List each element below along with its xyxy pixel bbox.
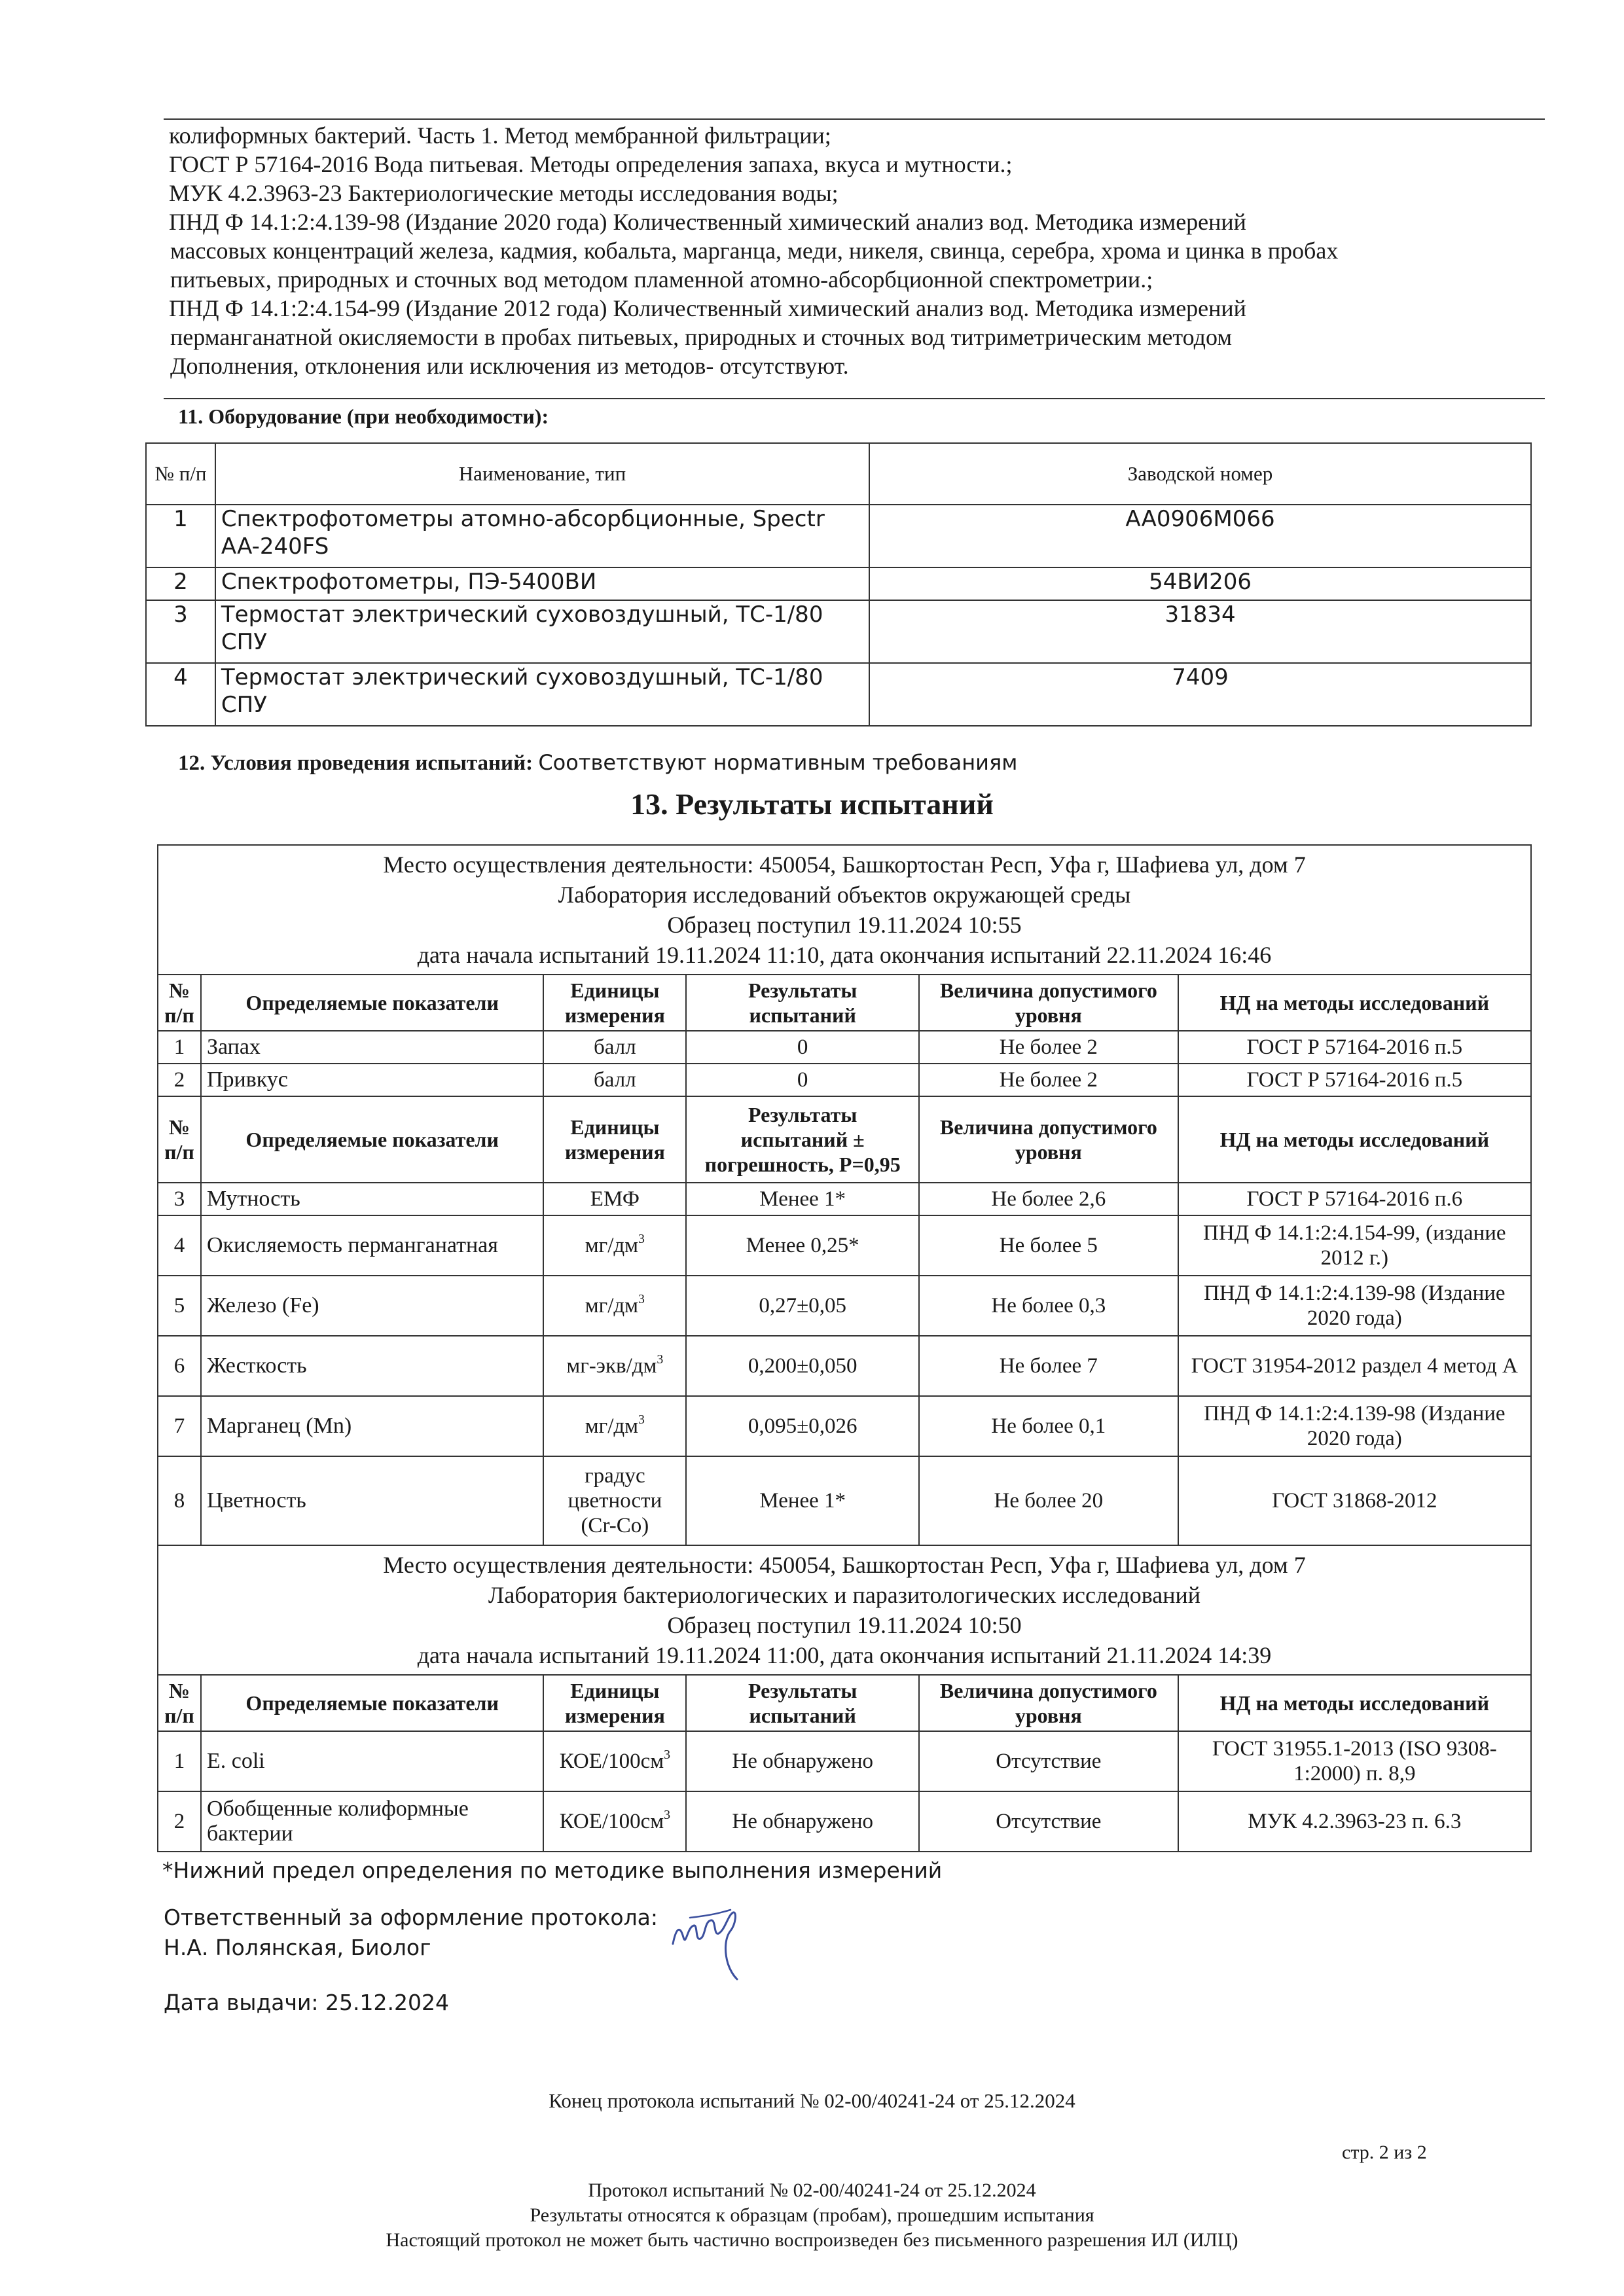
block2-received: Образец поступил 19.11.2024 10:50	[667, 1612, 1022, 1638]
block1-lab: Лаборатория исследований объектов окружающей среды	[558, 882, 1131, 908]
row-num: 8	[158, 1456, 201, 1545]
col-limit: Величина допустимого уровня	[919, 1096, 1178, 1183]
equipment-row	[146, 663, 1531, 726]
row-num: 1	[158, 1031, 201, 1064]
equipment-header-row	[146, 443, 1531, 505]
method-line: перманганатной окисляемости в пробах питьевых, природных и сточных вод титриметрическим методом	[170, 324, 1233, 350]
equipment-name: Термостат электрический суховоздушный, ТС-1/80 СПУ	[215, 663, 869, 726]
results-row	[158, 1215, 1531, 1276]
footer-copy-note: Настоящий протокол не может быть частично воспроизведен без письменного разрешения ИЛ (ИЛЦ)	[386, 2229, 1238, 2251]
results-row	[158, 1276, 1531, 1336]
footer-results-note: Результаты относятся к образцам (пробам), прошедшим испытания	[530, 2204, 1094, 2226]
row-limit: Отсутствие	[919, 1731, 1178, 1791]
col-limit: Величина допустимого уровня	[919, 975, 1178, 1031]
block1-header	[158, 845, 1531, 975]
row-units: $мг/дм^3$	[543, 1215, 686, 1276]
row-units: $мг/дм^3$	[543, 1276, 686, 1336]
footnote: *Нижний предел определения по методике выполнения измерений	[162, 1857, 943, 1883]
results-row	[158, 1396, 1531, 1456]
row-method: ПНД Ф 14.1:2:4.154-99, (издание 2012 г.)	[1178, 1215, 1531, 1276]
method-line: Дополнения, отклонения или исключения из методов- отсутствуют.	[170, 353, 849, 379]
signature	[668, 1898, 746, 1983]
row-result: 0,095±0,026	[686, 1396, 919, 1456]
row-limit: Не более 2,6	[919, 1183, 1178, 1215]
equipment-row	[146, 600, 1531, 663]
block2-lab: Лаборатория бактериологических и паразитологических исследований	[488, 1582, 1201, 1608]
page-number: стр. 2 из 2	[1342, 2142, 1427, 2163]
row-num: 6	[158, 1336, 201, 1396]
col-units: Единицы измерения	[543, 975, 686, 1031]
row-result: Не обнаружено	[686, 1731, 919, 1791]
equipment-serial: AA0906M066	[869, 505, 1531, 567]
row-result: 0,27±0,05	[686, 1276, 919, 1336]
equipment-name: Спектрофотометры атомно-абсорбционные, Spectr AA-240FS	[215, 505, 869, 567]
row-method: ГОСТ Р 57164-2016 п.5	[1178, 1031, 1531, 1064]
equipment-row	[146, 505, 1531, 567]
equipment-serial: 54ВИ206	[869, 567, 1531, 600]
row-units: КОЕ/$100см^3$	[543, 1731, 686, 1791]
row-result: Менее 0,25*	[686, 1215, 919, 1276]
results-row	[158, 1456, 1531, 1545]
block2-header	[158, 1545, 1531, 1675]
equipment-num: 4	[146, 663, 215, 726]
col-method: НД на методы исследований	[1178, 975, 1531, 1031]
row-method: ГОСТ 31868-2012	[1178, 1456, 1531, 1545]
block1-received: Образец поступил 19.11.2024 10:55	[667, 912, 1022, 938]
col-units: Единицы измерения	[543, 1096, 686, 1183]
col-num: № п/п	[158, 975, 201, 1031]
row-indicator: Запах	[201, 1031, 543, 1064]
row-result: Не обнаружено	[686, 1791, 919, 1852]
responsible-name: Н.А. Полянская, Биолог	[164, 1935, 431, 1960]
method-line: ПНД Ф 14.1:2:4.139-98 (Издание 2020 года) Количественный химический анализ вод. Методика измерений	[169, 209, 1246, 235]
methods-rule	[164, 398, 1545, 399]
equipment-num: 3	[146, 600, 215, 663]
equipment-heading: 11. Оборудование (при необходимости):	[178, 404, 549, 428]
row-method: ГОСТ Р 57164-2016 п.5	[1178, 1064, 1531, 1096]
col-result: Результаты испытаний ± погрешность, Р=0,95	[686, 1096, 919, 1183]
row-units: $мг/дм^3$	[543, 1396, 686, 1456]
responsible-label: Ответственный за оформление протокола:	[164, 1905, 659, 1930]
row-method: ГОСТ 31954-2012 раздел 4 метод А	[1178, 1336, 1531, 1396]
col-units: Единицы измерения	[543, 1675, 686, 1731]
block1-place: Место осуществления деятельности: 450054, Башкортостан Респ, Уфа г, Шафиева ул, дом 7	[383, 852, 1306, 878]
equipment-num: 2	[146, 567, 215, 600]
conditions-label: 12. Условия проведения испытаний:	[178, 751, 533, 775]
results-row	[158, 1183, 1531, 1215]
results-row	[158, 1064, 1531, 1096]
row-num: 2	[158, 1064, 201, 1096]
row-result: 0	[686, 1031, 919, 1064]
conditions-value: Соответствуют нормативным требованиям	[538, 750, 1018, 775]
row-num: 7	[158, 1396, 201, 1456]
col-limit: Величина допустимого уровня	[919, 1675, 1178, 1731]
equipment-serial: 7409	[869, 663, 1531, 726]
row-result: 0	[686, 1064, 919, 1096]
header-serial: Заводской номер	[869, 443, 1531, 505]
row-indicator: Железо (Fe)	[201, 1276, 543, 1336]
protocol-end: Конец протокола испытаний № 02-00/40241-24 от 25.12.2024	[549, 2089, 1075, 2112]
row-num: 2	[158, 1791, 201, 1852]
row-indicator: Окисляемость перманганатная	[201, 1215, 543, 1276]
method-line: питьевых, природных и сточных вод методом пламенной атомно-абсорбционной спектрометрии.;	[170, 266, 1153, 293]
row-num: 4	[158, 1215, 201, 1276]
method-line: ГОСТ Р 57164-2016 Вода питьевая. Методы определения запаха, вкуса и мутности.;	[169, 151, 1013, 177]
row-indicator: Мутность	[201, 1183, 543, 1215]
row-result: Менее 1*	[686, 1456, 919, 1545]
row-method: МУК 4.2.3963-23 п. 6.3	[1178, 1791, 1531, 1852]
col-result: Результаты испытаний	[686, 1675, 919, 1731]
row-limit: Не более 0,1	[919, 1396, 1178, 1456]
row-num: 5	[158, 1276, 201, 1336]
row-limit: Не более 5	[919, 1215, 1178, 1276]
row-indicator: E. coli	[201, 1731, 543, 1791]
equipment-num: 1	[146, 505, 215, 567]
row-limit: Не более 0,3	[919, 1276, 1178, 1336]
results-header-row	[158, 975, 1531, 1031]
results-row	[158, 1791, 1531, 1852]
row-indicator: Привкус	[201, 1064, 543, 1096]
row-method: ПНД Ф 14.1:2:4.139-98 (Издание 2020 года)	[1178, 1276, 1531, 1336]
method-line: массовых концентраций железа, кадмия, кобальта, марганца, меди, никеля, свинца, серебра, хрома и цинка в пробах	[170, 238, 1339, 264]
row-method: ГОСТ 31955.1-2013 (ISO 9308-1:2000) п. 8,9	[1178, 1731, 1531, 1791]
equipment-serial: 31834	[869, 600, 1531, 663]
results-header-row	[158, 1096, 1531, 1183]
method-line: МУК 4.2.3963-23 Бактериологические методы исследования воды;	[169, 180, 839, 206]
row-indicator: Обобщенные колиформные бактерии	[201, 1791, 543, 1852]
header-name: Наименование, тип	[215, 443, 869, 505]
row-units: балл	[543, 1064, 686, 1096]
block1-dates: дата начала испытаний 19.11.2024 11:10, дата окончания испытаний 22.11.2024 16:46	[417, 942, 1272, 968]
col-num: № п/п	[158, 1675, 201, 1731]
issue-date: Дата выдачи: 25.12.2024	[164, 1990, 449, 2015]
row-num: 3	[158, 1183, 201, 1215]
col-num: № п/п	[158, 1096, 201, 1183]
method-line: ПНД Ф 14.1:2:4.154-99 (Издание 2012 года) Количественный химический анализ вод. Методика измерений	[169, 295, 1246, 321]
row-result: 0,200±0,050	[686, 1336, 919, 1396]
row-limit: Не более 2	[919, 1064, 1178, 1096]
row-method: ГОСТ Р 57164-2016 п.6	[1178, 1183, 1531, 1215]
equipment-table	[145, 442, 1532, 726]
results-title: 13. Результаты испытаний	[630, 787, 994, 821]
results-row	[158, 1031, 1531, 1064]
top-rule	[164, 118, 1545, 120]
col-result: Результаты испытаний	[686, 975, 919, 1031]
row-units: градус цветности (Cr-Co)	[543, 1456, 686, 1545]
col-indicator: Определяемые показатели	[201, 1675, 543, 1731]
row-units: балл	[543, 1031, 686, 1064]
row-units: КОЕ/$100см^3$	[543, 1791, 686, 1852]
results-table	[157, 844, 1532, 1852]
row-units: ЕМФ	[543, 1183, 686, 1215]
results-header-row	[158, 1675, 1531, 1731]
results-row	[158, 1731, 1531, 1791]
row-method: ПНД Ф 14.1:2:4.139-98 (Издание 2020 года)	[1178, 1396, 1531, 1456]
method-line: колиформных бактерий. Часть 1. Метод мембранной фильтрации;	[169, 122, 831, 149]
row-indicator: Марганец (Mn)	[201, 1396, 543, 1456]
row-indicator: Жесткость	[201, 1336, 543, 1396]
col-indicator: Определяемые показатели	[201, 1096, 543, 1183]
row-limit: Не более 20	[919, 1456, 1178, 1545]
row-limit: Не более 2	[919, 1031, 1178, 1064]
row-indicator: Цветность	[201, 1456, 543, 1545]
row-limit: Отсутствие	[919, 1791, 1178, 1852]
methods-list	[169, 121, 1338, 380]
block2-dates: дата начала испытаний 19.11.2024 11:00, дата окончания испытаний 21.11.2024 14:39	[417, 1642, 1272, 1668]
equipment-name: Спектрофотометры, ПЭ-5400ВИ	[215, 567, 869, 600]
header-num: № п/п	[146, 443, 215, 505]
col-indicator: Определяемые показатели	[201, 975, 543, 1031]
row-result: Менее 1*	[686, 1183, 919, 1215]
row-limit: Не более 7	[919, 1336, 1178, 1396]
conditions	[178, 750, 1017, 776]
results-row	[158, 1336, 1531, 1396]
row-units: $мг-экв/дм^3$	[543, 1336, 686, 1396]
equipment-name: Термостат электрический суховоздушный, ТС-1/80 СПУ	[215, 600, 869, 663]
footer-protocol: Протокол испытаний № 02-00/40241-24 от 25.12.2024	[588, 2179, 1036, 2201]
row-num: 1	[158, 1731, 201, 1791]
col-method: НД на методы исследований	[1178, 1096, 1531, 1183]
equipment-row	[146, 567, 1531, 600]
col-method: НД на методы исследований	[1178, 1675, 1531, 1731]
block2-place: Место осуществления деятельности: 450054, Башкортостан Респ, Уфа г, Шафиева ул, дом 7	[383, 1552, 1306, 1578]
